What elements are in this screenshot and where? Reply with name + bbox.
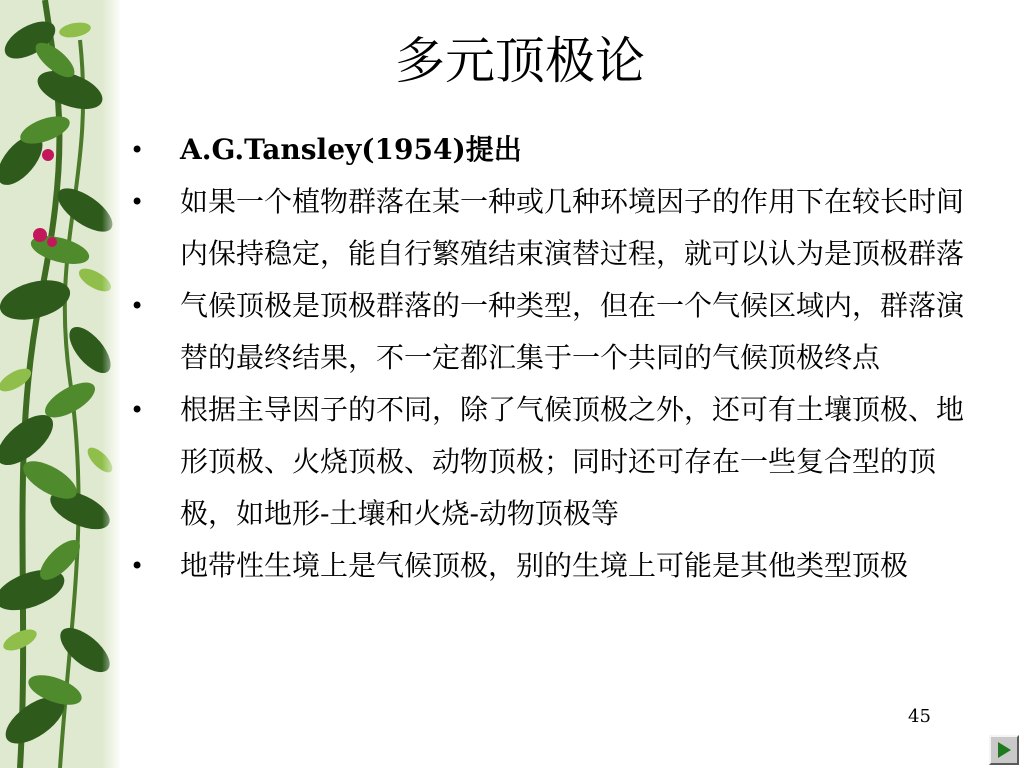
bullet-text: 如果一个植物群落在某一种或几种环境因子的作用下在较长时间内保持稳定，能自行繁殖结束演替过程，就可以认为是顶极群落 (180, 185, 965, 270)
bullet-dot: • (130, 292, 145, 320)
page-number: 45 (908, 706, 931, 727)
bullet-text: A.G.Tansley(1954)提出 (180, 133, 522, 166)
slide-title: 多元顶极论 (395, 32, 645, 90)
list-item (130, 384, 990, 540)
list-item (130, 124, 990, 176)
bullet-dot: • (130, 136, 145, 164)
bullet-list (130, 124, 990, 592)
bullet-text: 根据主导因子的不同，除了气候顶极之外，还可有土壤顶极、地形顶极、火烧顶极、动物顶极；同时还可存在一些复合型的顶极，如地形-土壤和火烧-动物顶极等 (180, 393, 965, 530)
list-item (130, 280, 990, 384)
bullet-text: 地带性生境上是气候顶极，别的生境上可能是其他类型顶极 (180, 549, 909, 582)
play-triangle-icon (994, 740, 1014, 760)
list-item (130, 176, 990, 280)
bullet-dot: • (130, 188, 145, 216)
plant-foliage-border (0, 0, 120, 768)
bullet-text: 气候顶极是顶极群落的一种类型，但在一个气候区域内，群落演替的最终结果，不一定都汇集于一个共同的气候顶极终点 (180, 289, 965, 374)
next-slide-button[interactable] (989, 735, 1019, 765)
list-item (130, 540, 990, 592)
bullet-dot: • (130, 396, 145, 424)
bullet-dot: • (130, 552, 145, 580)
